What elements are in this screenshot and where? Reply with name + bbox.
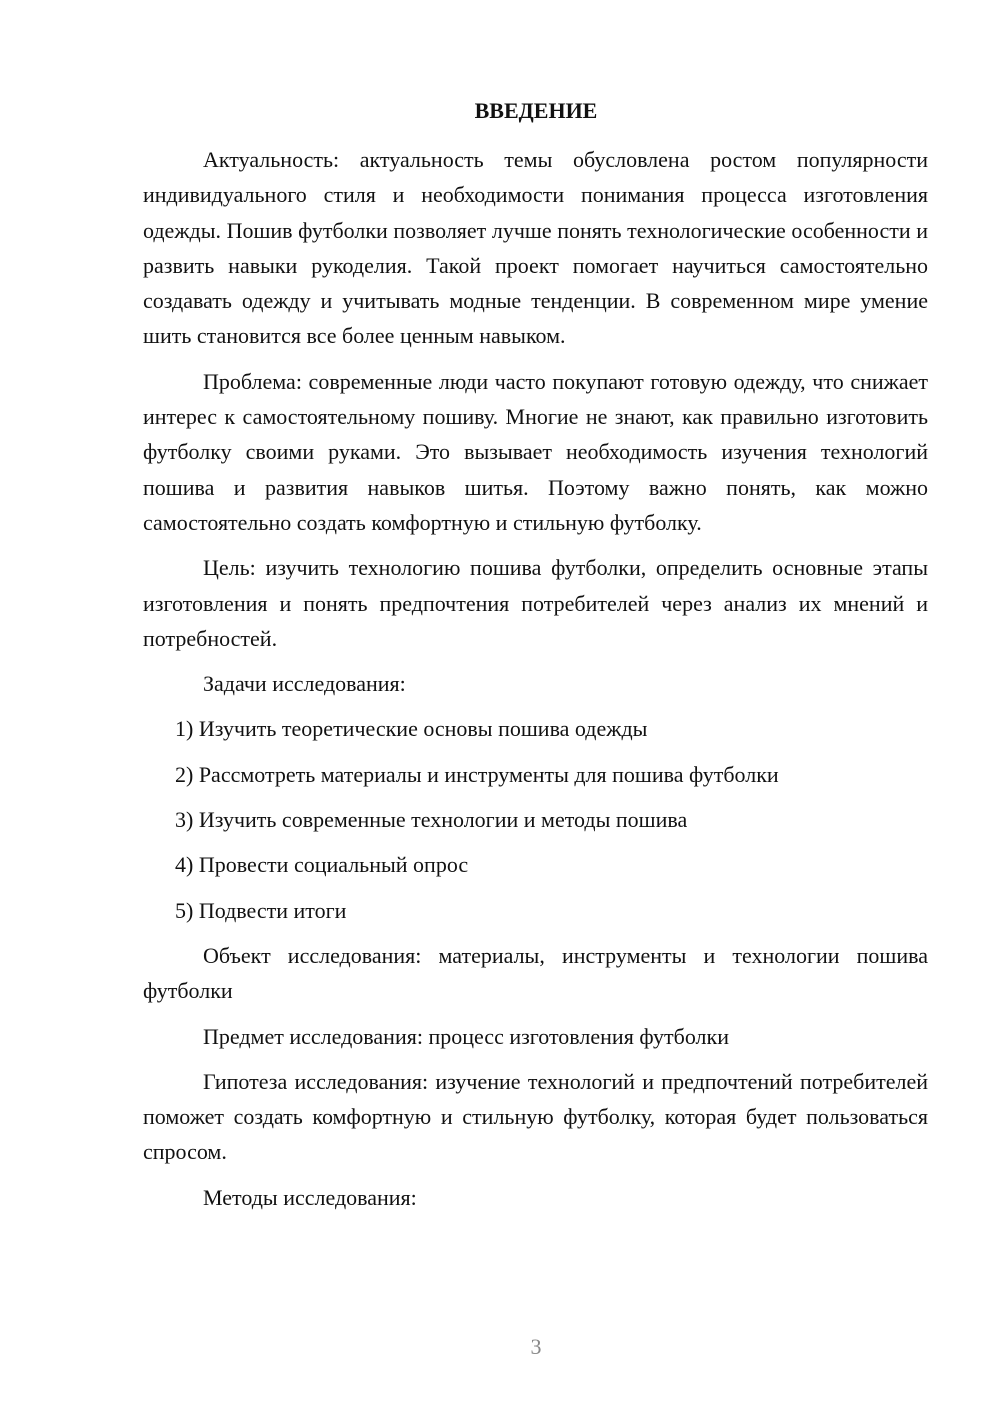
paragraph-object: Объект исследования: материалы, инструменты и технологии пошива футболки — [143, 942, 928, 1004]
list-item: 4) Провести социальный опрос — [175, 852, 469, 878]
paragraph-problem: Проблема: современные люди часто покупают готовую одежду, что снижает интерес к самостоятельному пошиву. Многие не знают, как правильно изготовить футболку своими руками. Это вызывает необходимость изучения технологий пошива и развития навыков шитья. Поэтому важно понять, как можно самостоятельно создать комфортную и стильную футболку. — [143, 368, 928, 535]
page-number: 3 — [530, 1334, 542, 1359]
page-title: ВВЕДЕНИЕ — [474, 98, 598, 123]
paragraph-tasks-intro: Задачи исследования: — [203, 671, 406, 697]
list-item: 5) Подвести итоги — [175, 897, 347, 923]
paragraph-subject: Предмет исследования: процесс изготовления футболки — [203, 1023, 729, 1049]
paragraph-goal: Цель: изучить технологию пошива футболки, определить основные этапы изготовления и понять предпочтения потребителей через анализ их мнений и потребностей. — [143, 555, 928, 651]
list-item: 3) Изучить современные технологии и методы пошива — [175, 807, 688, 833]
paragraph-methods-intro: Методы исследования: — [203, 1184, 417, 1210]
tasks-list — [143, 711, 928, 927]
paragraph-relevance: Актуальность: актуальность темы обусловлена ростом популярности индивидуального стиля и необходимости понимания процесса изготовления одежды. Пошив футболки позволяет лучше понять технологические особенности и развить навыки рукоделия. Такой проект помогает научиться самостоятельно создавать одежду и учитывать модные тенденции. В современном мире умение шить становится все более ценным навыком. — [143, 147, 928, 349]
list-item: 2) Рассмотреть материалы и инструменты для пошива футболки — [175, 761, 779, 787]
document-body — [143, 142, 928, 1225]
paragraph-hypothesis: Гипотеза исследования: изучение технологий и предпочтений потребителей поможет создать комфортную и стильную футболку, которая будет пользоваться спросом. — [143, 1068, 928, 1165]
list-item: 1) Изучить теоретические основы пошива одежды — [175, 716, 648, 742]
